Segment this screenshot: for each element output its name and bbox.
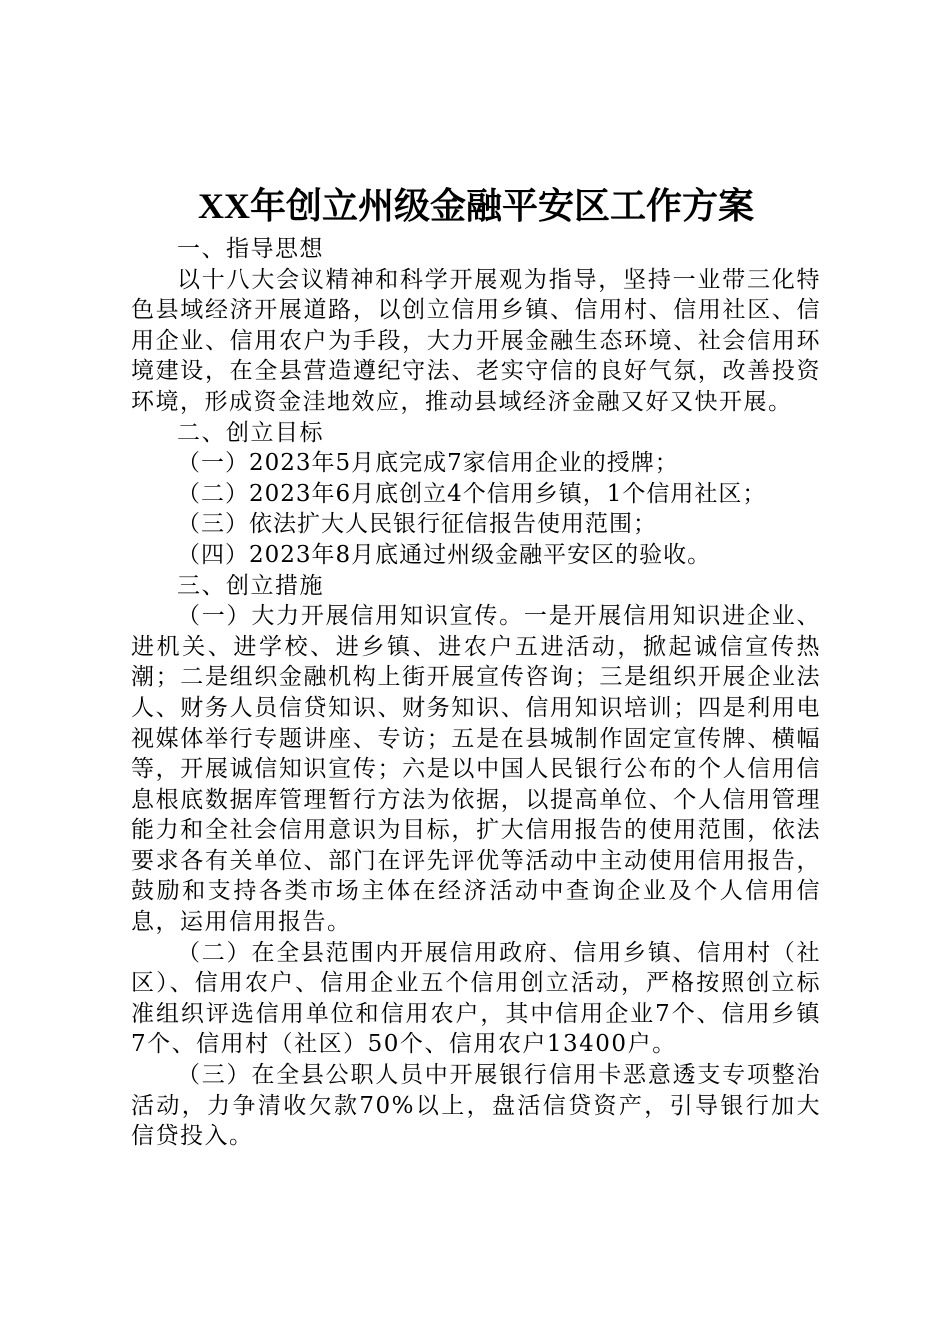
goal-item: （二）2023年6月底创立4个信用乡镇，1个信用社区； [177, 480, 767, 507]
guiding-ideology-paragraph: 以十八大会议精神和科学开展观为指导，坚持一业带三化特色县域经济开展道路，以创立信用乡镇、信用村、信用社区、信用企业、信用农户为手段，大力开展金融生态环境、社会信用环境建设，在全县营造遵纪守法、老实守信的良好气氛，改善投资环境，形成资金洼地效应，推动县域经济金融又好又快开展。 [131, 266, 821, 415]
section-heading-measures: 三、创立措施 [177, 572, 324, 599]
measure-paragraph: （二）在全县范围内开展信用政府、信用乡镇、信用村（社区）、信用农户、信用企业五个信用创立活动，严格按照创立标准组织评选信用单位和信用农户，其中信用企业7个、信用乡镇7个、信用村（社区）50个、信用农户13400户。 [131, 939, 821, 1058]
measure-paragraph: （一）大力开展信用知识宣传。一是开展信用知识进企业、进机关、进学校、进乡镇、进农户五进活动，掀起诚信宣传热潮；二是组织金融机构上街开展宣传咨询；三是组织开展企业法人、财务人员信贷知识、财务知识、信用知识培训；四是利用电视媒体举行专题讲座、专访；五是在县城制作固定宣传牌、横幅等，开展诚信知识宣传；六是以中国人民银行公布的个人信用信息根底数据库管理暂行方法为依据，以提高单位、个人信用管理能力和全社会信用意识为目标，扩大信用报告的使用范围，依法要求各有关单位、部门在评先评优等活动中主动使用信用报告，鼓励和支持各类市场主体在经济活动中查询企业及个人信用信息，运用信用报告。 [131, 603, 821, 936]
document-title: XX年创立州级金融平安区工作方案 [198, 186, 754, 226]
goal-item: （一）2023年5月底完成7家信用企业的授牌； [177, 450, 679, 477]
document-page [131, 178, 821, 1152]
section-heading-guiding-ideology: 一、指导思想 [177, 236, 324, 262]
section-heading-goals: 二、创立目标 [177, 419, 324, 446]
goal-item: （三）依法扩大人民银行征信报告使用范围； [177, 511, 657, 538]
measure-paragraph: （三）在全县公职人员中开展银行信用卡恶意透支专项整治活动，力争清收欠款70%以上，盘活信贷资产，引导银行加大信贷投入。 [131, 1062, 821, 1150]
goal-item: （四）2023年8月底通过州级金融平安区的验收。 [177, 541, 712, 568]
